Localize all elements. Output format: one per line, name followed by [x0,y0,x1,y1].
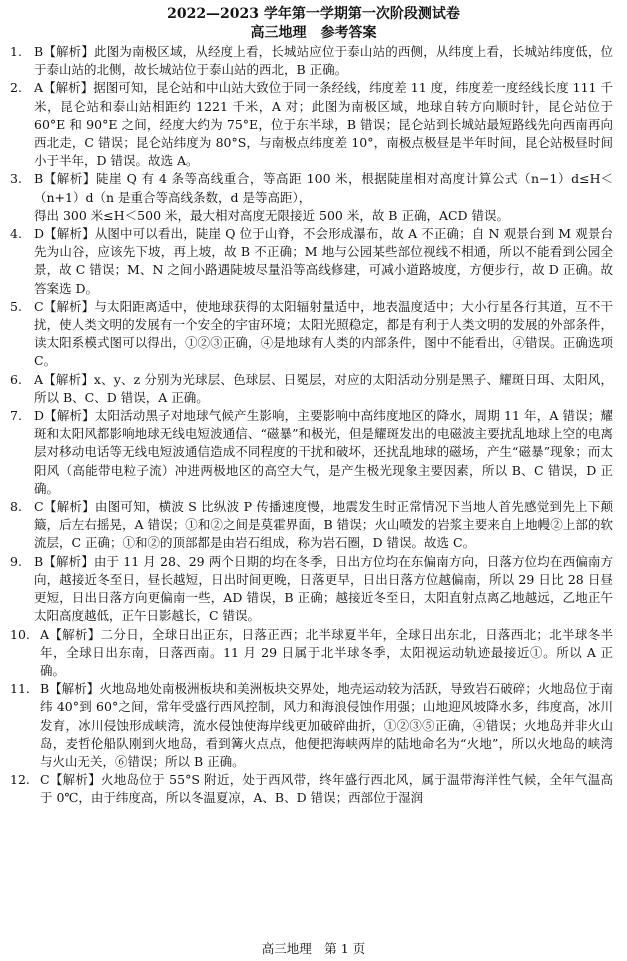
answer-item [10,680,613,771]
answer-explanation: B【解析】由于 11 月 28、29 两个日期的均在冬季，日出方位均在东偏南方向，日落方位均在西偏南方向，越接近冬至日，昼长越短，日出时间更晚，日落更早，日出日落方位越偏南，所以 29 日比 28 日昼更短，日出日落方向更偏南一些，AD 错误，B 正确；越接近冬至日，太阳直射点离乙地越远，乙地正午太阳高度越低，正午日影越长，C 错误。 [34,553,613,624]
page-footer: 高三地理 第 1 页 [261,941,366,956]
answer-item [10,79,613,170]
answer-number: 9. [10,553,22,569]
answer-number: 2. [10,80,22,96]
answer-explanation: D【解析】从图中可以看出，陡崖 Q 位于山脊，不会形成瀑布，故 A 不正确；自 N 观景台到 M 观景台先为山谷，应该先下坡，再上坡，故 B 不正确；M 地与公园某些部位视线不相通，所以不能看到公园全景，故 C 错误；M、N 之间小路遇陡坡尽量沿等高线修建，可减小道路坡度，方便步行，故 D 正确。故答案选 D。 [34,226,613,296]
answer-number: 11. [10,681,30,697]
answer-explanation: B【解析】火地岛地处南极洲板块和美洲板块交界处，地壳运动较为活跃，导致岩石破碎；火地岛位于南纬 40°到 60°之间，常年受盛行西风控制，风力和海浪侵蚀作用强；山地迎风坡降水多，纬度高，冰川发育，冰川侵蚀形成峡湾，流水侵蚀使海岸线更加破碎曲折，①②③⑤正确，④错误；火地岛并非火山岛，麦哲伦船队刚到火地岛，看到篝火点点，他便把海峡两岸的陆地命名为“火地”，所以火地岛的峡湾与火山无关，⑥错误；所以 B 正确。 [40,681,613,769]
answer-list [0,43,627,808]
exam-subtitle: 高三地理 参考答案 [250,25,377,41]
answer-explanation: A【解析】据图可知，昆仑站和中山站大致位于同一条经线，纬度差 11 度，纬度差一度经线长度 111 千米，昆仑站和泰山站相距约 1221 千米，A 对；此图为南极区域，地球自转方向顺时针，昆仑站位于 60°E 和 90°E 之间，经度大约为 75°E，位于东半球，B 错误；昆仑站到长城站最短路线先向西南再向西北走，C 错误；昆仑站纬度为 80°S，与南极点纬度差 10°，南极点极昼是半年时间，昆仑站极昼时间小于半年，D 错误。故选 A。 [34,80,613,169]
answer-number: 6. [10,371,22,387]
answer-explanation: C【解析】与太阳距离适中，使地球获得的太阳辐射量适中，地表温度适中；大小行星各行其道，互不干扰，使人类文明的发展有一个安全的宇宙环境；太阳光照稳定，都是有利于人类文明的发展的外部条件，读太阳系模式图可以得出，①②③正确，④是地球有人类的内部条件，图中不能看出，④错误。正确选项 C。 [34,298,613,369]
answer-explanation: A【解析】x、y、z 分别为光球层、色球层、日冕层，对应的太阳活动分别是黑子、耀斑日珥、太阳风，所以 B、C、D 错误，A 正确。 [34,371,613,405]
answer-item [10,43,613,79]
exam-title: 2022—2023 学年第一学期第一次阶段测试卷 [167,6,460,22]
answer-number: 12. [10,772,30,788]
answer-number: 7. [10,408,22,424]
answer-number: 8. [10,499,22,515]
answer-number: 10. [10,626,30,642]
answer-item [10,371,613,407]
answer-item [10,771,613,807]
answer-explanation: C【解析】火地岛位于 55°S 附近，处于西风带，终年盛行西北风，属于温带海洋性气候，全年气温高于 0℃，由于纬度高，所以冬温夏凉，A、B、D 错误；西部位于湿润 [40,772,613,806]
document-header [0,0,627,43]
answer-explanation: B【解析】陡崖 Q 有 4 条等高线重合，等高距 100 米，根据陡崖相对高度计算公式（n−1）d≤H＜（n+1）d（n 是重合等高线条数，d 是等高距）， [34,171,613,205]
answer-explanation: A【解析】二分日，全球日出正东，日落正西；北半球夏半年，全球日出东北，日落西北；北半球冬半年，全球日出东南，日落西南。11 月 29 日属于北半球冬季，太阳视运动轨迹最接近①。所以 A 正确。 [40,626,613,678]
answer-explanation: C【解析】由图可知，横波 S 比纵波 P 传播速度慢，地震发生时正常情况下当地人首先感觉到先上下颠簸，后左右摇晃，A 错误；①和②之间是莫霍界面，B 错误；火山喷发的岩浆主要来自上地幔②上部的软流层，C 正确；①和②的顶部都是由岩石组成，称为岩石圈，D 错误。故选 C。 [34,499,613,551]
answer-item [10,498,613,553]
answer-number: 4. [10,226,22,242]
answer-number: 5. [10,298,22,314]
answer-item [10,170,613,225]
answer-item [10,225,613,298]
answer-item [10,626,613,681]
answer-item [10,298,613,371]
answer-explanation: B【解析】此图为南极区域，从经度上看，长城站应位于泰山站的西侧，从纬度上看，长城站纬度低，位于泰山站的北侧，故长城站位于泰山站的西北，B 正确。 [34,44,613,78]
answer-number: 1. [10,44,22,59]
answer-item [10,553,613,626]
answer-explanation: 得出 300 米≤H＜500 米，最大相对高度无限接近 500 米，故 B 正确，ACD 错误。 [34,207,510,223]
answer-number: 3. [10,171,22,187]
answer-item [10,407,613,498]
answer-explanation: D【解析】太阳活动黑子对地球气候产生影响，主要影响中高纬度地区的降水，周期 11 年，A 错误；耀斑和太阳风都影响地球无线电短波通信、“磁暴”和极光，但是耀斑发出的电磁波主要扰乱地球上空的电离层对移动电话等无线电短波通信造成不同程度的干扰和破坏，还扰乱地球的磁场，产生“磁暴”现象；而太阳风（高能带电粒子流）冲进两极地区的高空大气，是产生极光现象主要因素，所以 B、C 错误，D 正确。 [34,408,613,496]
